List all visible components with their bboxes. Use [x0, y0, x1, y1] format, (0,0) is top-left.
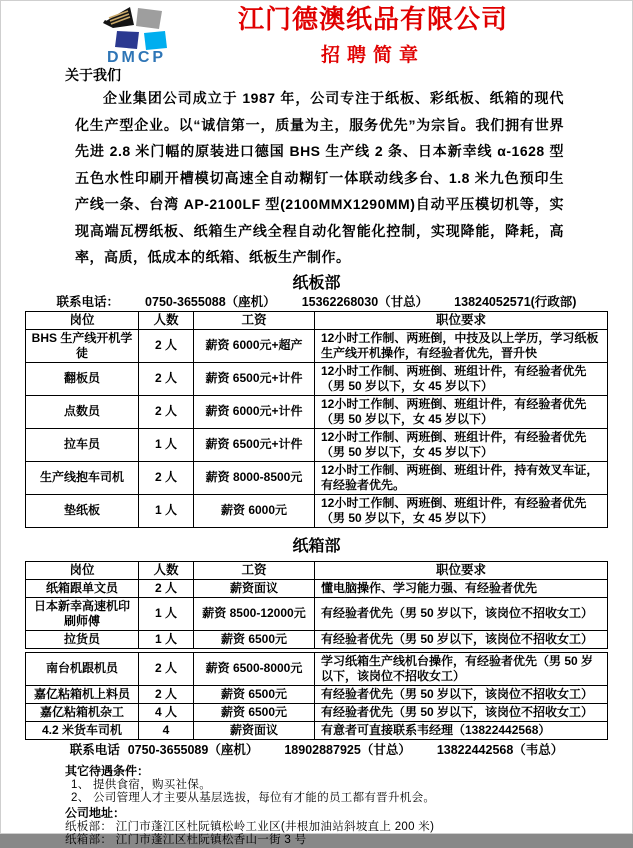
cell-position: 嘉亿粘箱机上料员 [26, 685, 139, 703]
cell-position: 4.2 米货车司机 [26, 721, 139, 739]
phone-manager-gan: 18902887925（甘总） [284, 742, 411, 757]
cell-headcount: 1 人 [139, 630, 194, 648]
carton-table-lower [25, 652, 608, 740]
cell-salary: 薪资面议 [194, 579, 315, 597]
cell-headcount: 2 人 [139, 395, 194, 428]
about-paragraph: 企业集团公司成立于 1987 年，公司专注于纸板、彩纸板、纸箱的现代化生产型企业。以“诚信第一，质量为主，服务优先”为宗旨。我们拥有世界先进 2.8 米门幅的原装进口德国 BHS 生产线 2 条、日本新幸线 α-1628 型五色水性印刷开槽模切高速全自动糊钉一体联动线多台、1.8 米九色预印生产线一条、台湾 AP-2100LF 型(2100MMX1290MM)自动平压模切机等，实现高端瓦楞纸板、纸箱生产线全程自动化智能化控制，实现降能，降耗，高率，高质，低成本的纸箱、纸板生产制作。 [75, 90, 564, 265]
table-row [26, 721, 608, 739]
phone-landline: 0750-3655088（座机） [145, 294, 276, 309]
cell-requirements: 懂电脑操作、学习能力强、有经验者优先 [315, 579, 608, 597]
cell-headcount: 2 人 [139, 362, 194, 395]
cell-requirements: 12小时工作制、两班倒、班组计件，持有效叉车证，有经验者优先。 [315, 461, 608, 494]
table-row [26, 461, 608, 494]
column-header: 岗位 [26, 561, 139, 579]
cell-position: 垫纸板 [26, 494, 139, 527]
phone-manager-wei: 13822442568（韦总） [436, 742, 564, 757]
about-section [1, 63, 632, 271]
cell-position: 日本新幸高速机印刷师傅 [26, 597, 139, 630]
cell-position: 纸箱跟单文员 [26, 579, 139, 597]
table-row [26, 630, 608, 648]
cell-position: 拉货员 [26, 630, 139, 648]
document-header [1, 1, 632, 66]
benefit-item: 1、 提供食宿，购买社保。 [71, 778, 211, 791]
cell-headcount: 2 人 [139, 461, 194, 494]
table-row [26, 703, 608, 721]
address-carton: 纸箱部： 江门市蓬江区杜阮镇松香山一街 3 号 [65, 834, 307, 846]
cell-salary: 薪资 6500元 [194, 685, 315, 703]
cell-requirements: 12小时工作制、两班倒、班组计件，有经验者优先（男 50 岁以下，女 45 岁以下） [315, 395, 608, 428]
title-block [184, 4, 632, 67]
table-header-row [26, 311, 608, 329]
table-row [26, 597, 608, 630]
table-row [26, 685, 608, 703]
cell-salary: 薪资 8000-8500元 [194, 461, 315, 494]
table-row [26, 395, 608, 428]
benefits-heading: 其它待遇条件： [65, 763, 150, 778]
contact-label: 联系电话： [56, 294, 120, 309]
carton-heading: 纸箱部 [292, 537, 341, 555]
cell-requirements: 12小时工作制、两班倒、班组计件，有经验者优先（男 50 岁以下，女 45 岁以下） [315, 428, 608, 461]
address-heading: 公司地址： [65, 805, 126, 820]
cell-requirements: 有意者可直接联系韦经理（13822442568） [315, 721, 608, 739]
carton-table-upper [25, 561, 608, 649]
cell-headcount: 4 [139, 721, 194, 739]
cell-requirements: 12小时工作制、两班倒、班组计件，有经验者优先（男 50 岁以下，女 45 岁以下） [315, 494, 608, 527]
cell-salary: 薪资 6500元+计件 [194, 362, 315, 395]
about-heading: 关于我们 [65, 67, 121, 83]
page-title: 江门德澳纸品有限公司 [237, 4, 508, 34]
carton-contact-line [1, 742, 632, 758]
contact-label: 联系电话 [69, 742, 120, 757]
column-header: 职位要求 [315, 561, 608, 579]
paperboard-heading: 纸板部 [292, 274, 341, 292]
cell-position: 嘉亿粘箱机杂工 [26, 703, 139, 721]
cell-salary: 薪资面议 [194, 721, 315, 739]
page-subtitle: 招聘简章 [320, 45, 425, 66]
cell-salary: 薪资 8500-12000元 [194, 597, 315, 630]
cell-headcount: 2 人 [139, 685, 194, 703]
cell-salary: 薪资 6500元 [194, 703, 315, 721]
cell-headcount: 2 人 [139, 329, 194, 362]
logo-icon [100, 4, 174, 50]
cell-salary: 薪资 6000元+超产 [194, 329, 315, 362]
table-row [26, 329, 608, 362]
table-row [26, 428, 608, 461]
footer-section [1, 758, 632, 848]
cell-position: 拉车员 [26, 428, 139, 461]
cell-headcount: 1 人 [139, 494, 194, 527]
cell-position: 点数员 [26, 395, 139, 428]
cell-position: 翻板员 [26, 362, 139, 395]
cell-headcount: 1 人 [139, 597, 194, 630]
company-logo [89, 4, 184, 65]
paperboard-contact-line [1, 294, 632, 310]
column-header: 工资 [194, 561, 315, 579]
cell-headcount: 2 人 [139, 579, 194, 597]
cell-salary: 薪资 6500元+计件 [194, 428, 315, 461]
table-row [26, 652, 608, 685]
column-header: 人数 [139, 561, 194, 579]
cell-requirements: 12小时工作制、两班倒，中技及以上学历，学习纸板生产线开机操作，有经验者优先，晋升快 [315, 329, 608, 362]
address-paperboard: 纸板部： 江门市蓬江区杜阮镇松岭工业区(井根加油站斜坡直上 200 米) [65, 820, 435, 833]
phone-landline: 0750-3655089（座机） [127, 742, 259, 757]
benefit-item: 2、 公司管理人才主要从基层选拔，每位有才能的员工都有晋升机会。 [71, 792, 436, 804]
cell-headcount: 4 人 [139, 703, 194, 721]
cell-headcount: 1 人 [139, 428, 194, 461]
cell-position: 生产线抱车司机 [26, 461, 139, 494]
table-header-row [26, 561, 608, 579]
cell-requirements: 12小时工作制、两班倒、班组计件，有经验者优先（男 50 岁以下，女 45 岁以下） [315, 362, 608, 395]
table-row [26, 362, 608, 395]
cell-requirements: 有经验者优先（男 50 岁以下，该岗位不招收女工） [315, 685, 608, 703]
column-header: 岗位 [26, 311, 139, 329]
table-row [26, 494, 608, 527]
paperboard-table [25, 311, 608, 528]
column-header: 职位要求 [315, 311, 608, 329]
column-header: 人数 [139, 311, 194, 329]
cell-requirements: 学习纸箱生产线机台操作，有经验者优先（男 50 岁以下，该岗位不招收女工） [315, 652, 608, 685]
cell-headcount: 2 人 [139, 652, 194, 685]
column-header: 工资 [194, 311, 315, 329]
cell-position: BHS 生产线开机学徒 [26, 329, 139, 362]
cell-salary: 薪资 6500元 [194, 630, 315, 648]
phone-manager-gan: 15362268030（甘总） [301, 294, 429, 309]
cell-requirements: 有经验者优先（男 50 岁以下，该岗位不招收女工） [315, 597, 608, 630]
cell-requirements: 有经验者优先（男 50 岁以下，该岗位不招收女工） [315, 703, 608, 721]
cell-position: 南台机跟机员 [26, 652, 139, 685]
table-row [26, 579, 608, 597]
cell-salary: 薪资 6000元+计件 [194, 395, 315, 428]
phone-admin: 13824052571(行政部) [454, 294, 577, 309]
cell-requirements: 有经验者优先（男 50 岁以下，该岗位不招收女工） [315, 630, 608, 648]
cell-salary: 薪资 6500-8000元 [194, 652, 315, 685]
cell-salary: 薪资 6000元 [194, 494, 315, 527]
logo-text: DMCP [106, 49, 167, 66]
